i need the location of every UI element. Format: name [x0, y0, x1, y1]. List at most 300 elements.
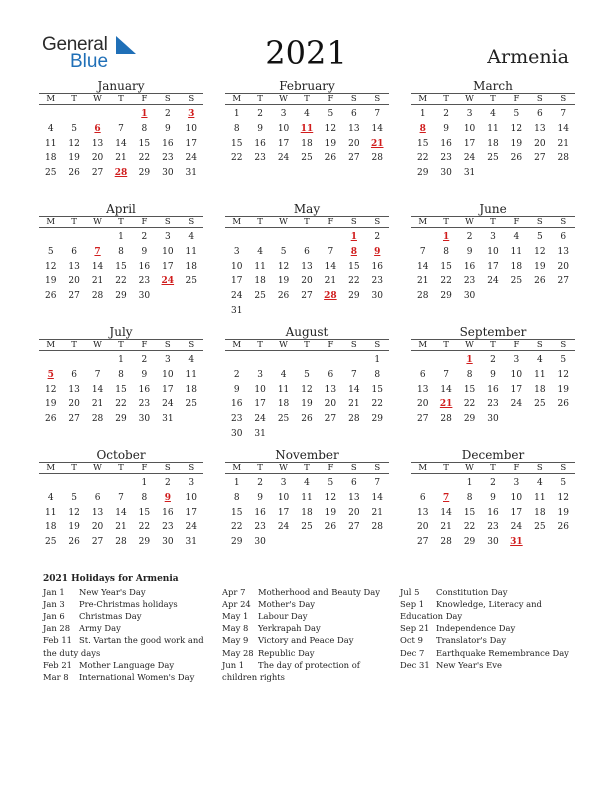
- weekday-label: F: [327, 217, 334, 227]
- day-cell: 17: [185, 138, 197, 149]
- day-cell: 7: [374, 109, 381, 119]
- day-cell: 18: [185, 261, 197, 272]
- day-cell: 20: [348, 138, 360, 149]
- day-cell: 2: [490, 355, 496, 365]
- holiday-list-title: 2021 Holidays for Armenia: [43, 574, 179, 584]
- weekday-label: T: [443, 463, 449, 473]
- day-cell: 20: [68, 399, 80, 410]
- holiday-entry: [400, 586, 570, 598]
- weekday-label: T: [71, 463, 77, 473]
- weekday-label: W: [93, 463, 102, 473]
- day-cell: 27: [534, 153, 546, 164]
- holiday-name: Motherhood and Beauty Day: [258, 587, 380, 598]
- day-cell: 6: [536, 109, 543, 119]
- day-cell: 16: [440, 138, 452, 149]
- day-cell: 5: [327, 478, 334, 488]
- day-cell: 16: [463, 261, 476, 272]
- day-cell: 5: [47, 246, 54, 257]
- day-cell: 19: [44, 276, 57, 287]
- empty-cell: [295, 353, 318, 368]
- day-cell: 18: [301, 138, 313, 149]
- day-cell: 22: [138, 153, 151, 164]
- day-cell: 30: [162, 168, 174, 179]
- weekday-label: T: [118, 340, 124, 350]
- day-grid: [411, 107, 575, 181]
- day-cell: 5: [327, 109, 334, 119]
- holiday-list: [43, 573, 583, 682]
- holiday-name: Victory and Peace Day: [258, 635, 354, 646]
- day-cell: 7: [327, 246, 334, 257]
- weekday-label: F: [327, 94, 334, 104]
- empty-cell: [319, 353, 342, 368]
- day-cell: 22: [440, 276, 452, 287]
- weekday-label: T: [443, 217, 449, 227]
- weekday-label: S: [560, 217, 567, 227]
- month-title: August: [285, 325, 329, 339]
- weekday-label: M: [232, 217, 242, 227]
- day-cell: 24: [162, 399, 174, 410]
- day-grid: [39, 353, 203, 427]
- weekday-label: S: [536, 340, 543, 350]
- holiday-day: 1: [141, 109, 148, 119]
- holiday-day: 5: [47, 369, 54, 380]
- day-cell: 24: [487, 276, 499, 287]
- day-cell: 25: [487, 153, 499, 164]
- day-cell: 9: [257, 123, 263, 134]
- weekday-label: S: [536, 94, 543, 104]
- weekday-label: F: [513, 340, 520, 350]
- day-cell: 18: [487, 138, 499, 149]
- day-cell: 15: [230, 507, 243, 518]
- day-cell: 23: [487, 399, 499, 410]
- month-december: [411, 448, 575, 550]
- weekday-label: M: [46, 463, 56, 473]
- day-cell: 7: [419, 246, 426, 257]
- day-cell: 24: [277, 522, 290, 533]
- day-cell: 24: [277, 153, 290, 164]
- day-cell: 14: [115, 138, 127, 149]
- day-cell: 25: [185, 399, 197, 410]
- day-cell: 18: [277, 399, 290, 410]
- day-cell: 4: [536, 478, 543, 488]
- day-grid: [39, 476, 203, 550]
- day-cell: 6: [71, 369, 77, 380]
- holiday-date: May 9: [222, 635, 249, 646]
- day-cell: 13: [91, 138, 104, 149]
- holiday-day: 9: [374, 246, 381, 257]
- day-cell: 10: [254, 384, 266, 395]
- day-cell: 29: [371, 414, 383, 425]
- day-cell: 5: [71, 492, 77, 503]
- day-cell: 7: [350, 369, 357, 380]
- day-cell: 21: [371, 507, 383, 518]
- day-cell: 19: [68, 522, 80, 533]
- day-cell: 27: [348, 153, 360, 164]
- day-cell: 2: [164, 478, 171, 488]
- weekday-label: W: [93, 340, 102, 350]
- day-cell: 18: [534, 507, 546, 518]
- day-cell: 20: [301, 276, 313, 287]
- weekday-label: T: [490, 217, 496, 227]
- day-cell: 8: [374, 369, 381, 380]
- weekday-label: S: [560, 340, 567, 350]
- holiday-date: Apr 7: [222, 587, 246, 598]
- day-cell: 26: [324, 153, 337, 164]
- holiday-entry: [222, 598, 390, 610]
- day-cell: 1: [374, 355, 381, 365]
- day-cell: 4: [304, 109, 310, 119]
- day-cell: 10: [510, 492, 523, 503]
- day-cell: 22: [463, 522, 476, 533]
- day-cell: 4: [490, 109, 496, 119]
- holiday-entry: [222, 634, 390, 646]
- day-cell: 4: [47, 123, 54, 134]
- weekday-label: S: [374, 340, 381, 350]
- weekday-label: S: [164, 217, 171, 227]
- weekday-label: S: [164, 94, 171, 104]
- day-cell: 30: [254, 537, 266, 548]
- day-cell: 12: [534, 246, 546, 257]
- day-cell: 14: [416, 261, 429, 272]
- day-cell: 17: [185, 507, 197, 518]
- empty-cell: [39, 353, 62, 368]
- day-cell: 27: [348, 522, 360, 533]
- weekday-label: T: [490, 94, 496, 104]
- day-cell: 25: [44, 168, 57, 179]
- empty-cell: [411, 476, 434, 491]
- day-cell: 13: [348, 123, 360, 134]
- day-cell: 12: [324, 123, 337, 134]
- weekday-label: M: [232, 340, 242, 350]
- empty-cell: [86, 353, 109, 368]
- day-cell: 27: [557, 276, 569, 287]
- day-cell: 16: [371, 261, 383, 272]
- weekday-label: F: [141, 217, 148, 227]
- day-cell: 4: [47, 492, 54, 503]
- day-cell: 9: [490, 369, 496, 380]
- weekday-label: T: [304, 217, 310, 227]
- day-cell: 7: [560, 109, 567, 119]
- month-october: [39, 448, 203, 550]
- weekday-label: T: [490, 463, 496, 473]
- day-cell: 19: [68, 153, 80, 164]
- weekday-label: S: [350, 340, 357, 350]
- day-cell: 20: [557, 261, 569, 272]
- day-cell: 1: [466, 478, 473, 488]
- day-cell: 11: [185, 369, 197, 380]
- day-cell: 10: [185, 123, 197, 134]
- holiday-date: Jan 6: [43, 611, 65, 622]
- day-cell: 21: [91, 399, 104, 410]
- day-cell: 23: [138, 276, 151, 287]
- holiday-day: 11: [300, 123, 314, 134]
- day-cell: 11: [487, 123, 499, 134]
- holiday-name: St. Vartan the good work and the duty days: [43, 635, 204, 658]
- day-cell: 17: [230, 276, 243, 287]
- holiday-entry: [43, 659, 211, 671]
- holiday-day: 28: [324, 291, 337, 302]
- day-cell: 2: [257, 478, 263, 488]
- day-cell: 3: [280, 109, 287, 119]
- day-cell: 23: [463, 276, 476, 287]
- day-cell: 19: [324, 138, 337, 149]
- day-cell: 21: [557, 138, 569, 149]
- empty-cell: [272, 230, 295, 245]
- day-cell: 23: [487, 522, 499, 533]
- day-cell: 19: [277, 276, 290, 287]
- day-cell: 9: [257, 492, 263, 503]
- day-cell: 21: [115, 522, 127, 533]
- holiday-date: Apr 24: [222, 599, 251, 610]
- day-cell: 26: [534, 276, 546, 287]
- holiday-entry: [400, 659, 570, 671]
- day-cell: 1: [118, 232, 124, 242]
- day-cell: 3: [233, 246, 240, 257]
- empty-cell: [225, 230, 248, 245]
- day-cell: 30: [487, 537, 499, 548]
- day-cell: 3: [466, 109, 473, 119]
- weekday-label: W: [93, 94, 102, 104]
- day-cell: 16: [162, 507, 174, 518]
- weekday-label: S: [188, 94, 195, 104]
- holiday-entry: [222, 586, 390, 598]
- day-cell: 28: [557, 153, 569, 164]
- holiday-entry: [222, 647, 390, 659]
- weekday-header: [39, 462, 203, 474]
- weekday-label: T: [257, 94, 263, 104]
- empty-cell: [62, 476, 85, 491]
- day-cell: 18: [44, 153, 57, 164]
- weekday-label: S: [374, 94, 381, 104]
- day-cell: 28: [115, 537, 127, 548]
- month-may: [225, 202, 389, 319]
- day-cell: 8: [118, 246, 124, 257]
- day-cell: 22: [230, 153, 243, 164]
- holiday-date: Sep 21: [400, 623, 430, 634]
- day-cell: 19: [557, 507, 569, 518]
- holiday-date: Jul 5: [400, 587, 420, 598]
- day-cell: 4: [188, 355, 195, 365]
- weekday-label: S: [188, 463, 195, 473]
- day-cell: 1: [233, 478, 240, 488]
- holiday-day: 3: [188, 109, 195, 119]
- holiday-day: 1: [350, 232, 357, 242]
- holiday-name: Mother Language Day: [79, 659, 175, 670]
- day-cell: 17: [162, 384, 174, 395]
- holiday-day: 8: [350, 246, 357, 257]
- day-cell: 11: [301, 492, 313, 503]
- holiday-date: Dec 7: [400, 647, 425, 658]
- day-cell: 10: [277, 492, 290, 503]
- day-cell: 16: [487, 507, 499, 518]
- day-cell: 16: [138, 261, 151, 272]
- day-cell: 5: [71, 123, 77, 134]
- day-cell: 7: [94, 369, 101, 380]
- holiday-day: 7: [443, 492, 450, 503]
- month-title: February: [279, 79, 335, 93]
- weekday-label: S: [560, 94, 567, 104]
- empty-cell: [248, 353, 271, 368]
- day-cell: 5: [560, 478, 567, 488]
- day-cell: 14: [557, 123, 569, 134]
- month-august: [225, 325, 389, 442]
- day-cell: 28: [440, 537, 452, 548]
- empty-cell: [39, 476, 62, 491]
- day-cell: 21: [324, 276, 337, 287]
- empty-cell: [248, 230, 271, 245]
- day-cell: 11: [534, 492, 546, 503]
- empty-cell: [109, 107, 132, 122]
- day-cell: 8: [443, 246, 449, 257]
- holiday-name: Knowledge, Literacy and Education Day: [400, 599, 542, 622]
- day-cell: 19: [44, 399, 57, 410]
- day-cell: 27: [68, 291, 80, 302]
- day-cell: 17: [510, 384, 523, 395]
- holiday-entry: [400, 634, 570, 646]
- day-cell: 15: [463, 507, 476, 518]
- month-title: June: [479, 202, 507, 216]
- weekday-label: S: [164, 463, 171, 473]
- day-cell: 3: [513, 355, 520, 365]
- day-cell: 22: [138, 522, 151, 533]
- day-cell: 17: [254, 399, 266, 410]
- day-cell: 12: [301, 384, 313, 395]
- day-cell: 8: [466, 492, 473, 503]
- day-cell: 22: [115, 399, 127, 410]
- holiday-entry: [222, 622, 390, 634]
- empty-cell: [272, 353, 295, 368]
- holiday-entry: [222, 610, 390, 622]
- day-cell: 10: [185, 492, 197, 503]
- day-cell: 2: [141, 355, 148, 365]
- weekday-label: T: [304, 94, 310, 104]
- weekday-label: T: [118, 217, 124, 227]
- day-cell: 25: [301, 153, 313, 164]
- day-cell: 27: [91, 168, 104, 179]
- holiday-day: 6: [94, 123, 101, 134]
- day-cell: 12: [277, 261, 290, 272]
- day-cell: 14: [440, 384, 452, 395]
- holiday-entry: [43, 598, 211, 610]
- holiday-date: Jan 3: [43, 599, 65, 610]
- day-grid: [411, 476, 575, 550]
- day-cell: 25: [44, 537, 57, 548]
- day-cell: 8: [141, 492, 148, 503]
- day-cell: 29: [463, 414, 476, 425]
- day-cell: 2: [374, 232, 381, 242]
- day-cell: 29: [230, 537, 243, 548]
- holiday-name: Independence Day: [436, 623, 516, 634]
- day-cell: 14: [91, 261, 104, 272]
- weekday-label: F: [327, 463, 334, 473]
- day-cell: 20: [91, 153, 104, 164]
- month-title: April: [106, 202, 136, 216]
- day-cell: 31: [162, 414, 174, 425]
- holiday-entry: [400, 622, 570, 634]
- empty-cell: [225, 353, 248, 368]
- day-cell: 18: [301, 507, 313, 518]
- weekday-label: T: [304, 340, 310, 350]
- weekday-label: W: [465, 463, 474, 473]
- day-cell: 20: [416, 522, 429, 533]
- day-cell: 26: [44, 414, 57, 425]
- day-cell: 20: [416, 399, 429, 410]
- holiday-date: Feb 21: [43, 659, 72, 670]
- country-name: Armenia: [487, 46, 569, 68]
- weekday-label: S: [164, 340, 171, 350]
- day-cell: 13: [416, 507, 429, 518]
- day-cell: 2: [233, 369, 240, 380]
- day-cell: 31: [254, 428, 266, 439]
- day-cell: 21: [348, 399, 360, 410]
- weekday-label: T: [304, 463, 310, 473]
- holiday-name: Labour Day: [258, 611, 308, 622]
- day-cell: 12: [44, 261, 57, 272]
- holiday-date: Jun 1: [222, 659, 245, 670]
- empty-cell: [411, 353, 434, 368]
- holiday-entry: [43, 586, 211, 598]
- holiday-name: New Year's Day: [79, 587, 146, 598]
- day-cell: 24: [230, 291, 243, 302]
- day-cell: 30: [463, 291, 476, 302]
- day-cell: 23: [162, 153, 174, 164]
- day-cell: 15: [115, 261, 127, 272]
- day-cell: 22: [115, 276, 127, 287]
- day-cell: 15: [115, 384, 127, 395]
- day-cell: 6: [304, 246, 310, 257]
- day-cell: 26: [277, 291, 290, 302]
- holiday-name: Yerkrapah Day: [258, 623, 321, 634]
- day-cell: 17: [510, 507, 523, 518]
- weekday-header: [411, 462, 575, 474]
- weekday-label: F: [141, 463, 148, 473]
- day-cell: 24: [185, 522, 197, 533]
- day-cell: 7: [118, 492, 124, 503]
- day-cell: 25: [185, 276, 197, 287]
- weekday-label: S: [350, 463, 357, 473]
- weekday-label: M: [46, 217, 56, 227]
- day-cell: 6: [419, 369, 426, 380]
- day-cell: 11: [510, 246, 523, 257]
- day-cell: 23: [138, 399, 151, 410]
- empty-cell: [39, 107, 62, 122]
- day-cell: 16: [230, 399, 243, 410]
- day-cell: 5: [560, 355, 567, 365]
- day-cell: 16: [487, 384, 499, 395]
- day-cell: 27: [301, 291, 313, 302]
- weekday-label: S: [536, 463, 543, 473]
- empty-cell: [319, 230, 342, 245]
- holiday-date: Feb 11: [43, 635, 72, 646]
- day-cell: 23: [440, 153, 452, 164]
- day-cell: 29: [348, 291, 360, 302]
- weekday-label: F: [141, 340, 148, 350]
- day-cell: 2: [164, 109, 171, 119]
- day-cell: 19: [534, 261, 546, 272]
- day-cell: 3: [490, 232, 496, 242]
- weekday-header: [225, 462, 389, 474]
- day-cell: 29: [115, 414, 127, 425]
- day-cell: 25: [254, 291, 266, 302]
- day-cell: 13: [91, 507, 104, 518]
- day-cell: 31: [185, 537, 197, 548]
- day-cell: 1: [419, 109, 426, 119]
- day-cell: 2: [443, 109, 449, 119]
- weekday-header: [39, 93, 203, 105]
- holiday-day: 7: [94, 246, 101, 257]
- holiday-entry: [43, 610, 211, 622]
- day-cell: 15: [348, 261, 360, 272]
